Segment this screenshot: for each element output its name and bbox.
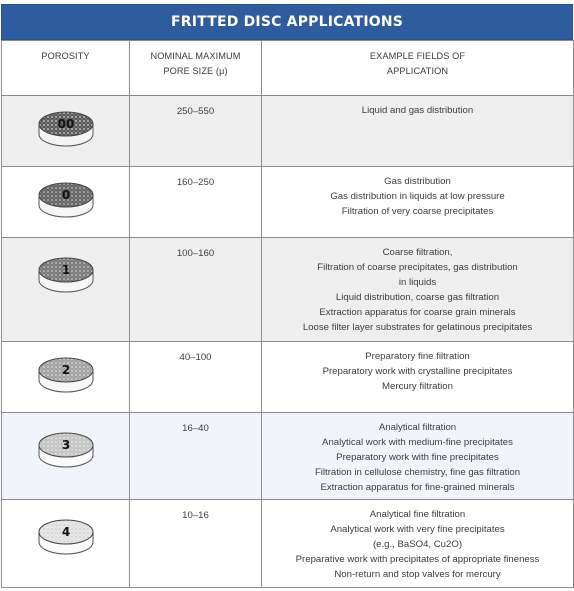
fritted-disc-1-icon <box>31 242 101 302</box>
applications-cell: Gas distribution Gas distribution in liquids at low pressure Filtration of very coarse precipitates <box>262 167 574 238</box>
pore-size-cell: 16–40 <box>130 413 262 500</box>
table-row <box>2 500 574 588</box>
fritted-disc-0-icon <box>31 167 101 227</box>
svg-text:2: 2 <box>61 363 70 377</box>
fritted-disc-table <box>1 40 574 588</box>
header-row <box>2 41 574 96</box>
svg-text:4: 4 <box>61 525 70 539</box>
table-row <box>2 167 574 238</box>
porosity-cell <box>2 96 130 167</box>
table-row <box>2 413 574 500</box>
porosity-cell <box>2 342 130 413</box>
table-title: FRITTED DISC APPLICATIONS <box>1 4 573 40</box>
svg-text:0: 0 <box>61 188 70 202</box>
svg-text:1: 1 <box>61 263 70 277</box>
porosity-cell <box>2 413 130 500</box>
svg-text:00: 00 <box>57 117 74 131</box>
fritted-disc-00-icon <box>31 96 101 156</box>
pore-size-cell: 160–250 <box>130 167 262 238</box>
fritted-disc-4-icon <box>31 504 101 564</box>
applications-cell: Analytical fine filtration Analytical work with very fine precipitates (e.g., BaSO4, Cu2O) Preparative work with precipitates of appropriate fineness Non-return and stop valves for mercury <box>262 500 574 588</box>
header-pore-size: NOMINAL MAXIMUM PORE SIZE (µ) <box>130 41 262 96</box>
table-row <box>2 238 574 342</box>
pore-size-cell: 250–550 <box>130 96 262 167</box>
porosity-cell <box>2 167 130 238</box>
porosity-cell <box>2 238 130 342</box>
table-row <box>2 96 574 167</box>
applications-cell: Preparatory fine filtration Preparatory work with crystalline precipitates Mercury filtration <box>262 342 574 413</box>
applications-cell: Liquid and gas distribution <box>262 96 574 167</box>
applications-cell: Coarse filtration, Filtration of coarse precipitates, gas distribution in liquids Liquid distribution, coarse gas filtration Extraction apparatus for coarse grain minerals Loose filter layer substrates for gelatinous precipitates <box>262 238 574 342</box>
svg-text:3: 3 <box>61 438 70 452</box>
applications-cell: Analytical filtration Analytical work with medium-fine precipitates Preparatory work with fine precipitates Filtration in cellulose chemistry, fine gas filtration Extraction apparatus for fine-grained minerals <box>262 413 574 500</box>
pore-size-cell: 10–16 <box>130 500 262 588</box>
table-row <box>2 342 574 413</box>
fritted-disc-table-container <box>1 4 573 588</box>
fritted-disc-3-icon <box>31 417 101 477</box>
header-porosity: POROSITY <box>2 41 130 96</box>
fritted-disc-2-icon <box>31 342 101 402</box>
porosity-cell <box>2 500 130 588</box>
pore-size-cell: 100–160 <box>130 238 262 342</box>
pore-size-cell: 40–100 <box>130 342 262 413</box>
header-fields: EXAMPLE FIELDS OF APPLICATION <box>262 41 574 96</box>
